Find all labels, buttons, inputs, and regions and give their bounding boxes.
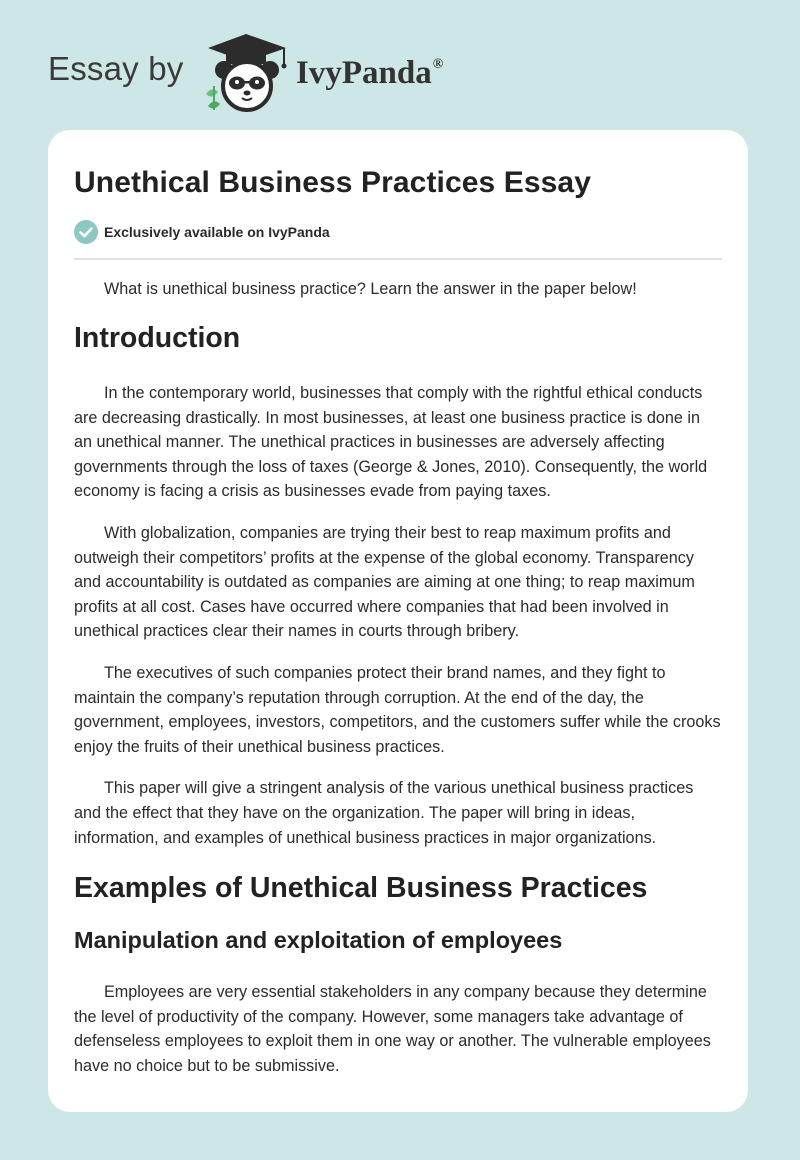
section-heading-introduction: Introduction	[74, 322, 241, 354]
brand-prefix: Essay by	[48, 50, 184, 87]
brand-name[interactable]	[296, 55, 443, 92]
paragraph: With globalization, companies are trying their best to reap maximum profits and outweigh their competitors’ profits at the expense of the global economy. Transparency and accountability is outdated as companies are aiming at one thing; to reap maximum profits at all cost. Cases have occurred where companies that had been involved in unethical practices clear their names in courts through bribery.	[74, 523, 695, 641]
exclusive-badge	[74, 220, 722, 244]
panda-graduate-icon[interactable]	[200, 32, 292, 112]
paragraph: This paper will give a stringent analysis of the various unethical business practices and the effect that they have on the organization. The paper will bring in ideas, information, and examples of unethical business practices in major organizations.	[74, 779, 694, 847]
check-circle-icon	[74, 220, 98, 244]
paragraph: Employees are very essential stakeholders in any company because they determine the level of productivity of the company. However, some managers take advantage of defenseless employees to exploit them in one way or another. The vulnerable employees have no choice but to be submissive.	[74, 983, 711, 1075]
paragraph: The executives of such companies protect their brand names, and they fight to maintain the company’s reputation through corruption. At the end of the day, the government, employees, investors, competitors, and the customers suffer while the crooks enjoy the fruits of their unethical business practices.	[74, 663, 721, 756]
registered-mark: ®	[432, 57, 444, 72]
lead-paragraph: What is unethical business practice? Learn the answer in the paper below!	[104, 280, 637, 298]
brand-name-text: IvyPanda	[296, 55, 432, 91]
essay-card	[48, 130, 748, 1112]
paragraph: In the contemporary world, businesses that comply with the rightful ethical conducts are decreasing drastically. In most businesses, at least one business practice is done in an unethical manner. The unethical practices in businesses are adversely affecting governments through the loss of taxes (George & Jones, 2010). Consequently, the world economy is facing a crisis as businesses evade from paying taxes.	[74, 384, 708, 501]
badge-text: Exclusively available on IvyPanda	[104, 224, 330, 240]
section-heading-examples: Examples of Unethical Business Practices	[74, 872, 648, 905]
divider	[74, 258, 722, 260]
page-title: Unethical Business Practices Essay	[74, 166, 592, 199]
subsection-heading: Manipulation and exploitation of employees	[74, 927, 563, 954]
site-header	[0, 0, 800, 130]
